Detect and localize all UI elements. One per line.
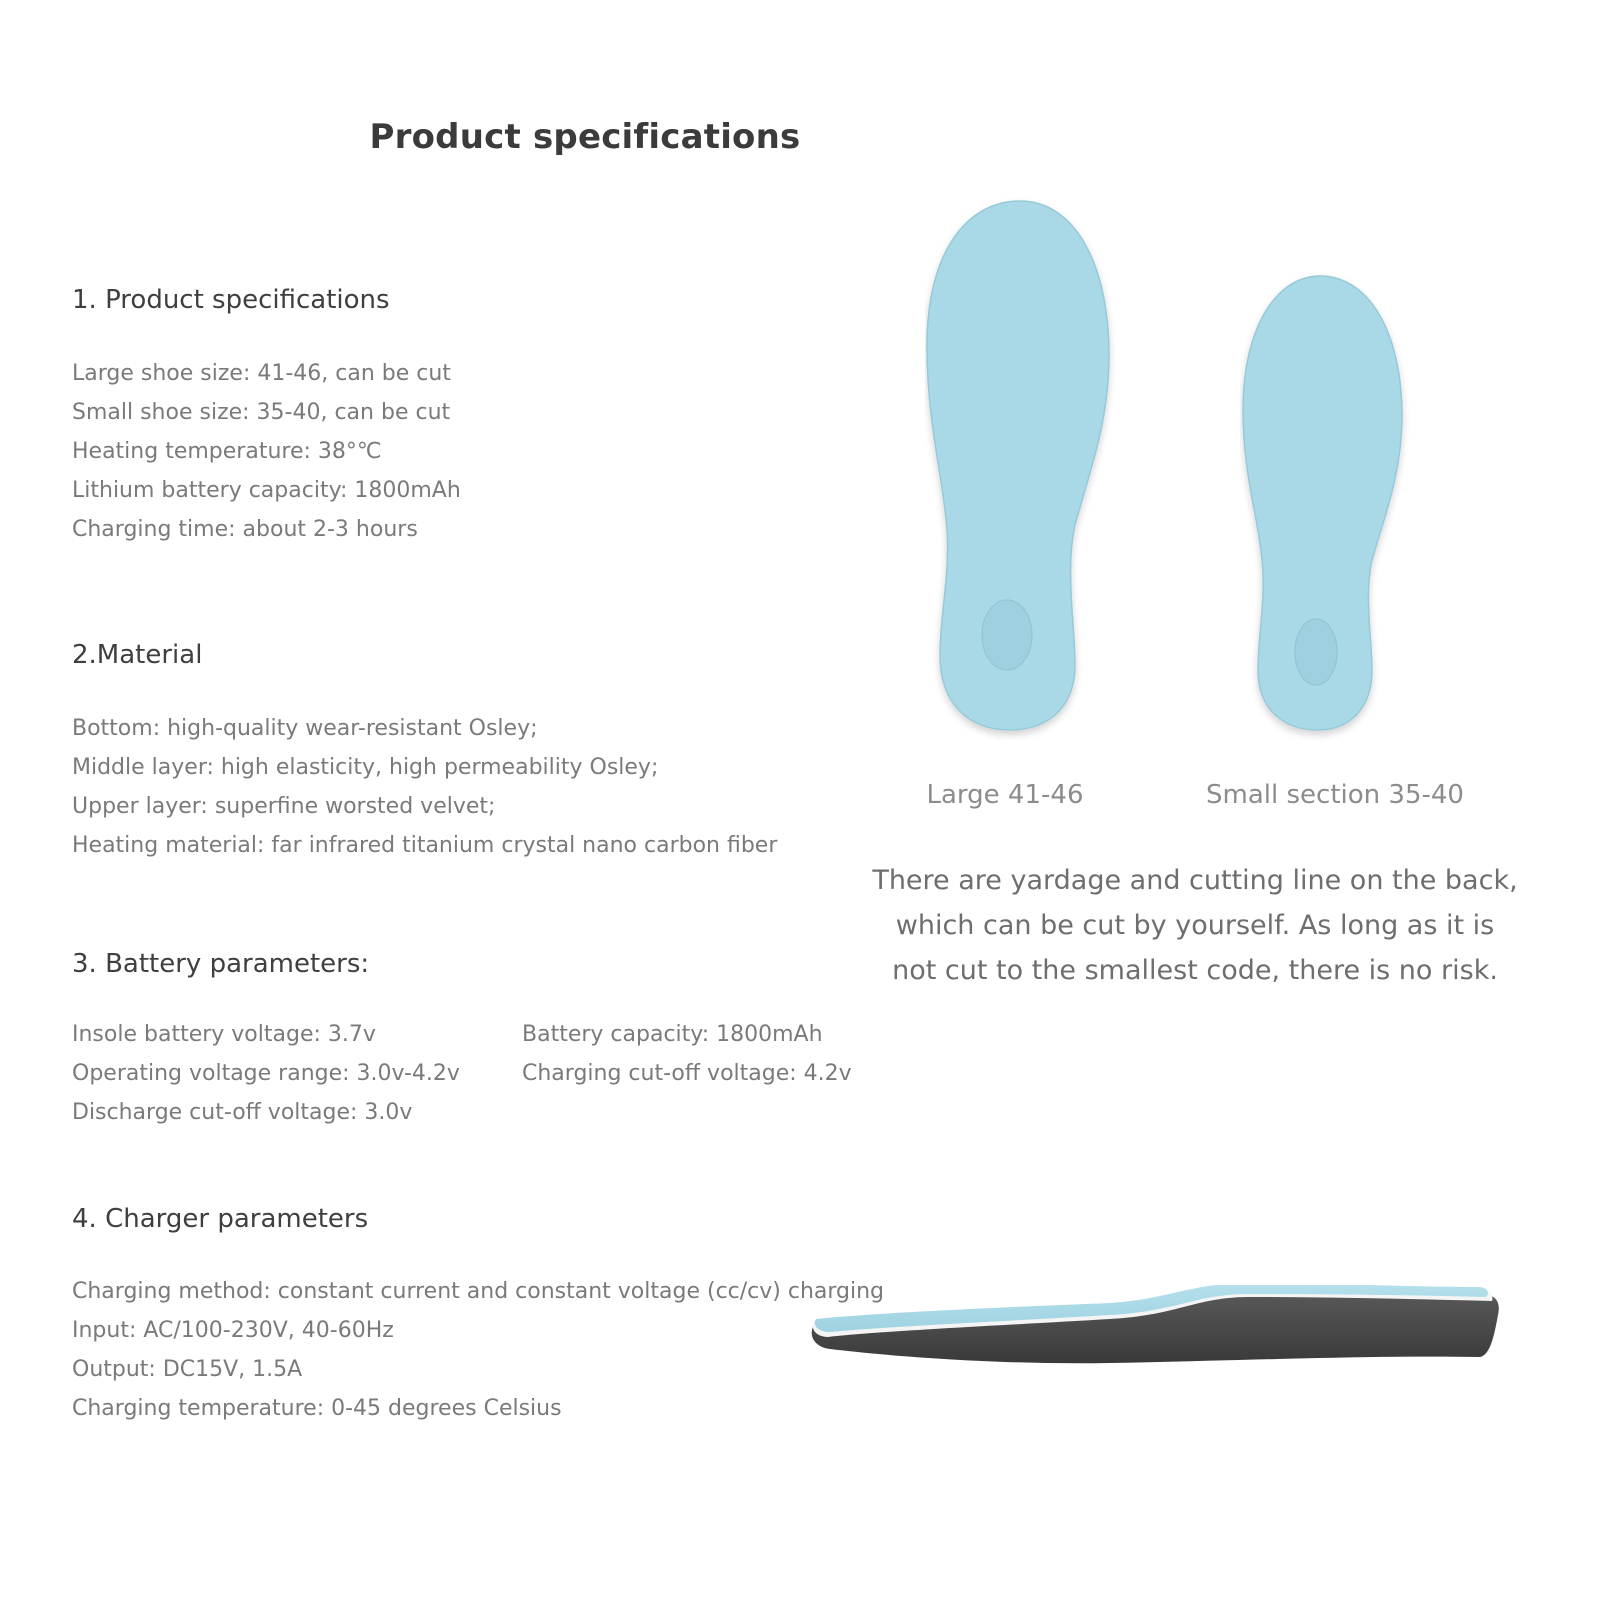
material-list — [72, 709, 777, 865]
section-heading-material: 2.Material — [72, 640, 203, 670]
cutting-note-line: not cut to the smallest code, there is no risk. — [892, 955, 1498, 986]
spec-item: Large shoe size: 41-46, can be cut — [72, 361, 451, 386]
battery-parameter: Discharge cut-off voltage: 3.0v — [72, 1100, 413, 1125]
small-insole-image — [1240, 270, 1425, 745]
spec-item: Charging time: about 2-3 hours — [72, 517, 418, 542]
battery-parameter-grid — [72, 1015, 902, 1132]
spec-item: Small shoe size: 35-40, can be cut — [72, 400, 451, 425]
large-size-label: Large 41-46 — [926, 780, 1084, 810]
spec-item: Lithium battery capacity: 1800mAh — [72, 478, 461, 503]
section-heading-battery-parameters: 3. Battery parameters: — [72, 949, 370, 979]
product-spec-list — [72, 354, 461, 549]
charger-parameter: Input: AC/100-230V, 40-60Hz — [72, 1318, 394, 1343]
cutting-note — [845, 858, 1545, 993]
spec-item: Heating temperature: 38°℃ — [72, 439, 382, 464]
small-size-label: Small section 35-40 — [1206, 780, 1464, 810]
material-item: Middle layer: high elasticity, high permeability Osley; — [72, 755, 659, 780]
cutting-note-line: There are yardage and cutting line on the back, — [872, 865, 1518, 896]
charger-parameter: Charging temperature: 0-45 degrees Celsius — [72, 1396, 562, 1421]
battery-parameter: Operating voltage range: 3.0v-4.2v — [72, 1061, 460, 1086]
charger-parameter: Output: DC15V, 1.5A — [72, 1357, 303, 1382]
side-view-insole-image — [810, 1285, 1530, 1380]
material-item: Heating material: far infrared titanium crystal nano carbon fiber — [72, 833, 778, 858]
battery-parameter: Battery capacity: 1800mAh — [522, 1022, 823, 1047]
battery-parameter: Insole battery voltage: 3.7v — [72, 1022, 376, 1047]
page-title: Product specifications — [369, 116, 801, 157]
section-heading-product-specifications: 1. Product specifications — [72, 285, 390, 315]
section-heading-charger-parameters: 4. Charger parameters — [72, 1204, 369, 1234]
large-insole-image — [925, 195, 1135, 740]
material-item: Upper layer: superfine worsted velvet; — [72, 794, 496, 819]
charger-parameter: Charging method: constant current and constant voltage (cc/cv) charging — [72, 1279, 885, 1304]
charger-parameter-list — [72, 1272, 884, 1428]
battery-parameter: Charging cut-off voltage: 4.2v — [522, 1061, 852, 1086]
material-item: Bottom: high-quality wear-resistant Osley; — [72, 716, 538, 741]
cutting-note-line: which can be cut by yourself. As long as it is — [895, 910, 1495, 941]
